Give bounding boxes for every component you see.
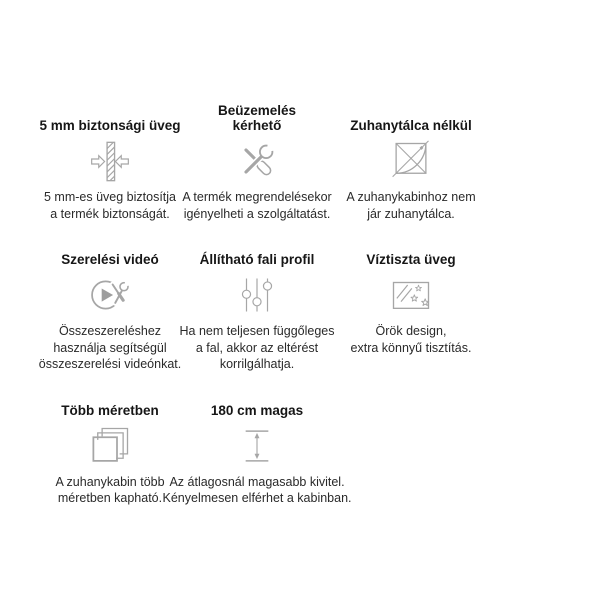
- multiple-sizes-icon: [89, 421, 131, 471]
- feature-description: A zuhanykabin több méretben kapható.: [55, 474, 165, 505]
- feature-title: Állítható fali profil: [199, 252, 315, 267]
- feature-item-adjustable-profile: [179, 237, 335, 373]
- feature-item-height-180: [162, 388, 352, 507]
- feature-description: A zuhanykabinhoz nem jár zuhanytálca.: [346, 190, 476, 221]
- feature-description: Összeszereléshez használja segítségül összeszerelési videónkat.: [38, 324, 182, 371]
- glass-thickness-icon: [90, 136, 130, 186]
- feature-title: Zuhanytálca nélkül: [350, 118, 472, 133]
- clear-glass-icon: [388, 270, 434, 320]
- no-shower-tray-icon: [390, 136, 432, 186]
- feature-title: Több méretben: [61, 402, 159, 418]
- feature-item-no-tray: [327, 103, 495, 222]
- feature-item-safety-glass: [33, 103, 187, 222]
- feature-description: Az átlagosnál magasabb kivitel. Kényelmesen elférhet a kabinban.: [162, 474, 352, 505]
- feature-item-assembly-video: [33, 237, 187, 373]
- feature-title: 180 cm magas: [210, 402, 304, 418]
- adjustable-wall-profile-icon: [239, 270, 275, 320]
- feature-description: A termék megrendelésekor igényelheti a szolgáltatást.: [182, 190, 332, 221]
- feature-item-clear-glass: [327, 237, 495, 373]
- feature-title: Beüzemelés kérhető: [217, 103, 297, 133]
- feature-description: 5 mm-es üveg biztosítja a termék biztonságát.: [44, 190, 176, 221]
- feature-title: 5 mm biztonsági üveg: [39, 118, 181, 133]
- installation-tools-icon: [235, 136, 279, 186]
- feature-title: Szerelési videó: [61, 252, 159, 267]
- feature-title: Víztiszta üveg: [366, 252, 456, 267]
- assembly-video-icon: [88, 270, 132, 320]
- feature-description: Ha nem teljesen függőleges a fal, akkor az eltérést korrilgálhatja.: [179, 324, 335, 371]
- feature-description: Örök design, extra könnyű tisztítás.: [350, 324, 472, 355]
- height-180cm-icon: [240, 421, 274, 471]
- feature-item-installation: [182, 103, 332, 222]
